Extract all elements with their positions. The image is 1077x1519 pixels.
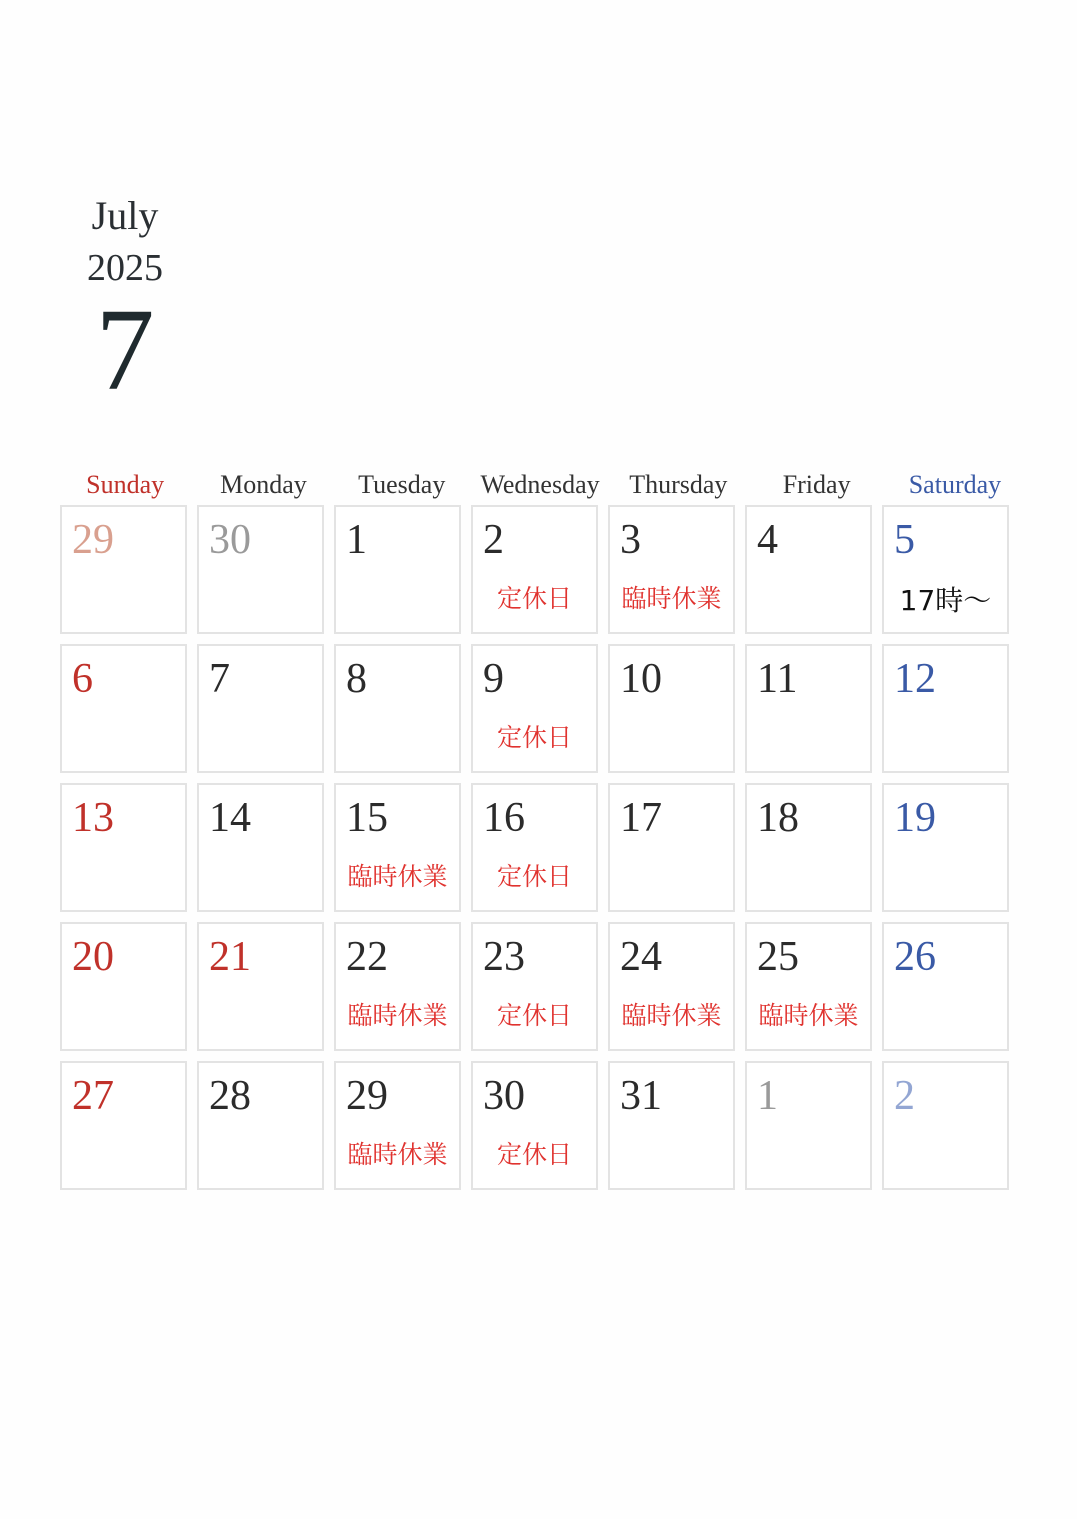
day-cell[interactable] bbox=[60, 505, 187, 634]
day-note: 17時〜 bbox=[899, 584, 992, 617]
day-cell[interactable] bbox=[60, 922, 187, 1051]
day-cell[interactable] bbox=[882, 505, 1009, 634]
day-number: 3 bbox=[620, 517, 641, 563]
day-number: 24 bbox=[620, 934, 662, 980]
day-number: 4 bbox=[757, 517, 778, 563]
day-number: 18 bbox=[757, 795, 799, 841]
day-cell[interactable] bbox=[471, 783, 598, 912]
day-cell[interactable] bbox=[608, 783, 735, 912]
day-note: 臨時休業 bbox=[758, 1001, 859, 1030]
day-number: 30 bbox=[209, 517, 251, 563]
weekday-label-sunday: Sunday bbox=[86, 470, 165, 499]
day-number: 2 bbox=[483, 517, 504, 563]
day-number: 8 bbox=[346, 656, 367, 702]
month-number: 7 bbox=[95, 284, 155, 415]
weekday-label-friday: Friday bbox=[782, 470, 851, 499]
day-number: 16 bbox=[483, 795, 525, 841]
day-cell[interactable] bbox=[608, 505, 735, 634]
day-cell[interactable] bbox=[334, 1061, 461, 1190]
calendar-week-row bbox=[60, 783, 1020, 912]
day-number: 31 bbox=[620, 1073, 662, 1119]
day-cell[interactable] bbox=[60, 644, 187, 773]
day-cell[interactable] bbox=[197, 505, 324, 634]
calendar-grid bbox=[60, 505, 1020, 1200]
month-header bbox=[60, 190, 190, 415]
day-number: 11 bbox=[757, 656, 798, 702]
day-number: 27 bbox=[72, 1073, 114, 1119]
weekday-label-thursday: Thursday bbox=[629, 470, 728, 499]
day-number: 7 bbox=[209, 656, 230, 702]
day-number: 9 bbox=[483, 656, 504, 702]
day-cell[interactable] bbox=[471, 922, 598, 1051]
day-cell[interactable] bbox=[608, 644, 735, 773]
day-note: 定休日 bbox=[496, 723, 572, 752]
day-note: 臨時休業 bbox=[347, 1140, 448, 1169]
day-cell[interactable] bbox=[197, 644, 324, 773]
day-cell[interactable] bbox=[882, 783, 1009, 912]
day-cell[interactable] bbox=[608, 1061, 735, 1190]
day-cell[interactable] bbox=[197, 922, 324, 1051]
day-number: 29 bbox=[346, 1073, 388, 1119]
day-cell[interactable] bbox=[60, 783, 187, 912]
day-number: 10 bbox=[620, 656, 662, 702]
day-note: 定休日 bbox=[496, 1140, 572, 1169]
day-note: 定休日 bbox=[496, 862, 572, 891]
day-number: 1 bbox=[346, 517, 367, 563]
day-cell[interactable] bbox=[334, 783, 461, 912]
calendar-week-row bbox=[60, 922, 1020, 1051]
day-note: 臨時休業 bbox=[621, 1001, 722, 1030]
day-number: 26 bbox=[894, 934, 936, 980]
weekday-label-monday: Monday bbox=[220, 470, 307, 499]
day-cell[interactable] bbox=[745, 783, 872, 912]
weekday-label-saturday: Saturday bbox=[908, 470, 1002, 499]
month-name: July bbox=[91, 193, 159, 238]
day-cell[interactable] bbox=[745, 922, 872, 1051]
day-note: 定休日 bbox=[496, 1001, 572, 1030]
day-number: 29 bbox=[72, 517, 114, 563]
day-number: 28 bbox=[209, 1073, 251, 1119]
weekday-label-tuesday: Tuesday bbox=[358, 470, 446, 499]
day-number: 1 bbox=[757, 1073, 778, 1119]
day-cell[interactable] bbox=[60, 1061, 187, 1190]
day-cell[interactable] bbox=[197, 1061, 324, 1190]
day-note: 臨時休業 bbox=[347, 862, 448, 891]
weekday-label-wednesday: Wednesday bbox=[480, 470, 600, 499]
calendar-week-row bbox=[60, 505, 1020, 634]
day-number: 19 bbox=[894, 795, 936, 841]
day-cell[interactable] bbox=[745, 505, 872, 634]
day-cell[interactable] bbox=[882, 1061, 1009, 1190]
day-note: 臨時休業 bbox=[621, 584, 722, 613]
day-number: 2 bbox=[894, 1073, 915, 1119]
day-number: 6 bbox=[72, 656, 93, 702]
day-cell[interactable] bbox=[334, 922, 461, 1051]
day-number: 25 bbox=[757, 934, 799, 980]
day-cell[interactable] bbox=[334, 644, 461, 773]
day-number: 20 bbox=[72, 934, 114, 980]
calendar-week-row bbox=[60, 1061, 1020, 1190]
day-number: 17 bbox=[620, 795, 662, 841]
day-cell[interactable] bbox=[882, 922, 1009, 1051]
day-note: 定休日 bbox=[496, 584, 572, 613]
day-number: 13 bbox=[72, 795, 114, 841]
year-label: 2025 bbox=[87, 247, 163, 289]
day-cell[interactable] bbox=[471, 505, 598, 634]
day-number: 15 bbox=[346, 795, 388, 841]
day-cell[interactable] bbox=[471, 644, 598, 773]
day-cell[interactable] bbox=[608, 922, 735, 1051]
day-note: 臨時休業 bbox=[347, 1001, 448, 1030]
day-number: 22 bbox=[346, 934, 388, 980]
day-cell[interactable] bbox=[882, 644, 1009, 773]
day-number: 23 bbox=[483, 934, 525, 980]
day-cell[interactable] bbox=[197, 783, 324, 912]
day-number: 14 bbox=[209, 795, 251, 841]
day-cell[interactable] bbox=[334, 505, 461, 634]
day-cell[interactable] bbox=[745, 644, 872, 773]
day-number: 5 bbox=[894, 517, 915, 563]
day-number: 30 bbox=[483, 1073, 525, 1119]
day-number: 21 bbox=[209, 934, 251, 980]
day-cell[interactable] bbox=[471, 1061, 598, 1190]
day-number: 12 bbox=[894, 656, 936, 702]
day-cell[interactable] bbox=[745, 1061, 872, 1190]
weekday-header-row bbox=[56, 470, 1026, 500]
calendar-week-row bbox=[60, 644, 1020, 773]
